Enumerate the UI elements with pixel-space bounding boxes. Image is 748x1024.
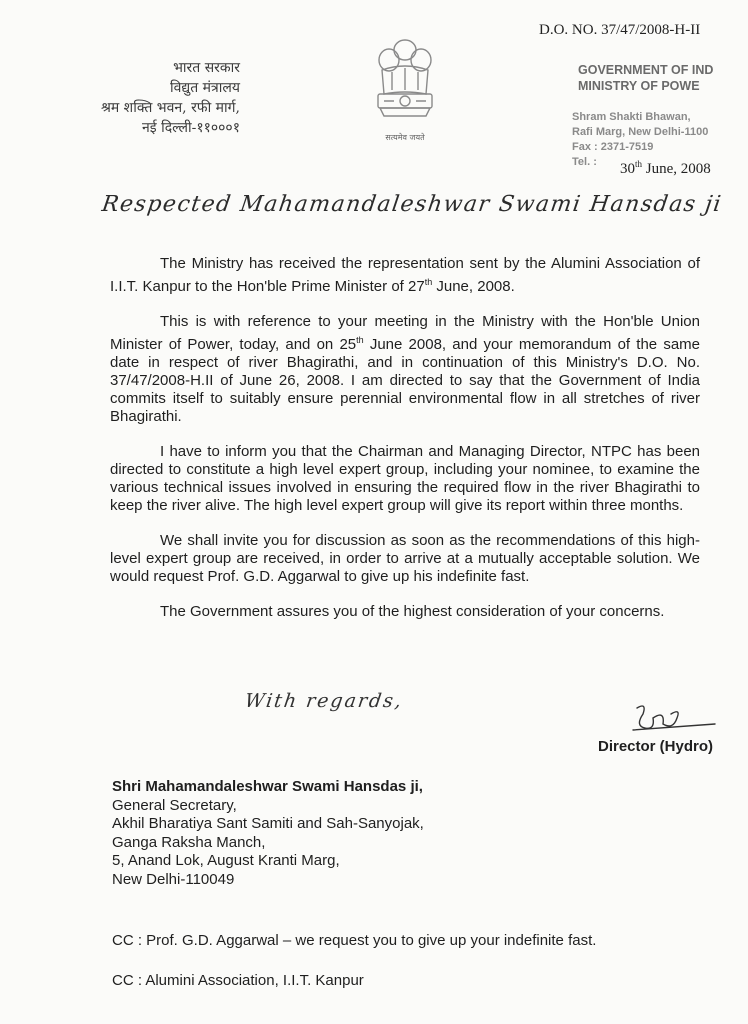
address-line: Rafi Marg, New Delhi-1100 <box>572 126 709 138</box>
date-suffix: th <box>635 159 643 169</box>
hindi-line: भारत सरकार <box>173 60 240 76</box>
hindi-letterhead <box>40 58 240 138</box>
letter-date <box>620 159 711 178</box>
handwritten-regards: With regards, <box>243 690 405 712</box>
paragraph-2 <box>110 313 700 426</box>
signature-icon <box>625 700 720 736</box>
ordinal-suffix: th <box>424 277 433 287</box>
national-emblem <box>362 32 448 148</box>
hindi-line: नई दिल्ली-११०००१ <box>142 120 240 136</box>
government-line: GOVERNMENT OF IND <box>578 63 714 77</box>
hindi-line: विद्युत मंत्रालय <box>170 80 240 96</box>
paragraph-1 <box>110 255 700 296</box>
ordinal-suffix: th <box>356 335 364 345</box>
fax-line: Fax : 2371-7519 <box>572 141 654 153</box>
tel-label: Tel. : <box>572 156 597 168</box>
hindi-line: श्रम शक्ति भवन, रफी मार्ग, <box>100 100 240 116</box>
paragraph-4: We shall invite you for discussion as soon as the recommendations of this high-level expert group are received, in order to arrive at a mutually acceptable solution. We would request Prof. G.D. Aggarwal to give up his indefinite fast. <box>110 532 700 585</box>
ashoka-emblem-icon <box>362 32 448 132</box>
paragraph-5: The Government assures you of the highest consideration of your concerns. <box>160 603 665 620</box>
emblem-motto: सत्यमेव जयते <box>385 133 425 142</box>
ministry-line: MINISTRY OF POWE <box>578 79 700 93</box>
paragraph-3: I have to inform you that the Chairman and Managing Director, NTPC has been directed to constitute a high level expert group, including your nominee, to examine the various technical issues involved in ensuring the required flow in the river Bhagirathi to keep the river alive. The high level expert group will give its report within three months. <box>110 443 700 514</box>
paragraph-text: June 2008, and your memorandum of the same date in respect of river Bhagirathi, and in continuation of this Ministry's D.O. No. 37/47/2008-H.II of June 26, 2008. I am directed to say that the Government of India commits itself to suitably ensure perennial environmental flow in all stretches of river Bhagirathi. <box>110 336 700 425</box>
date-day: 30 <box>620 161 635 177</box>
addressee-line: Akhil Bharatiya Sant Samiti and Sah-Sanyojak, <box>112 815 424 832</box>
paragraph-text: The Ministry has received the representation sent by the Alumini Association of I.I.T. Kanpur to the Hon'ble Prime Minister of 27 <box>110 255 700 295</box>
addressee-line: 5, Anand Lok, August Kranti Marg, <box>112 852 340 869</box>
date-month-year: June, 2008 <box>642 161 711 177</box>
paragraph-text: June, 2008. <box>432 278 515 295</box>
addressee-name: Shri Mahamandaleshwar Swami Hansdas ji, <box>112 778 423 795</box>
reference-number: D.O. NO. 37/47/2008-H-II <box>539 22 701 38</box>
addressee-line: New Delhi-110049 <box>112 870 235 888</box>
letter-body <box>110 255 700 638</box>
addressee-line: General Secretary, <box>112 796 237 814</box>
government-header <box>578 62 713 94</box>
paragraph-text: This is with reference to your meeting in the Ministry with the Hon'ble Union Minister of Power, today, and on 25 <box>110 313 700 353</box>
signatory-designation: Director (Hydro) <box>598 738 714 755</box>
addressee-block <box>112 778 424 889</box>
addressee-line: Ganga Raksha Manch, <box>112 833 266 851</box>
handwritten-salutation: Respected Mahamandaleshwar Swami Hansdas ji <box>100 192 724 217</box>
cc-line: CC : Prof. G.D. Aggarwal – we request you to give up your indefinite fast. <box>112 932 597 949</box>
cc-line: CC : Alumini Association, I.I.T. Kanpur <box>112 972 364 989</box>
address-line: Shram Shakti Bhawan, <box>572 111 691 123</box>
